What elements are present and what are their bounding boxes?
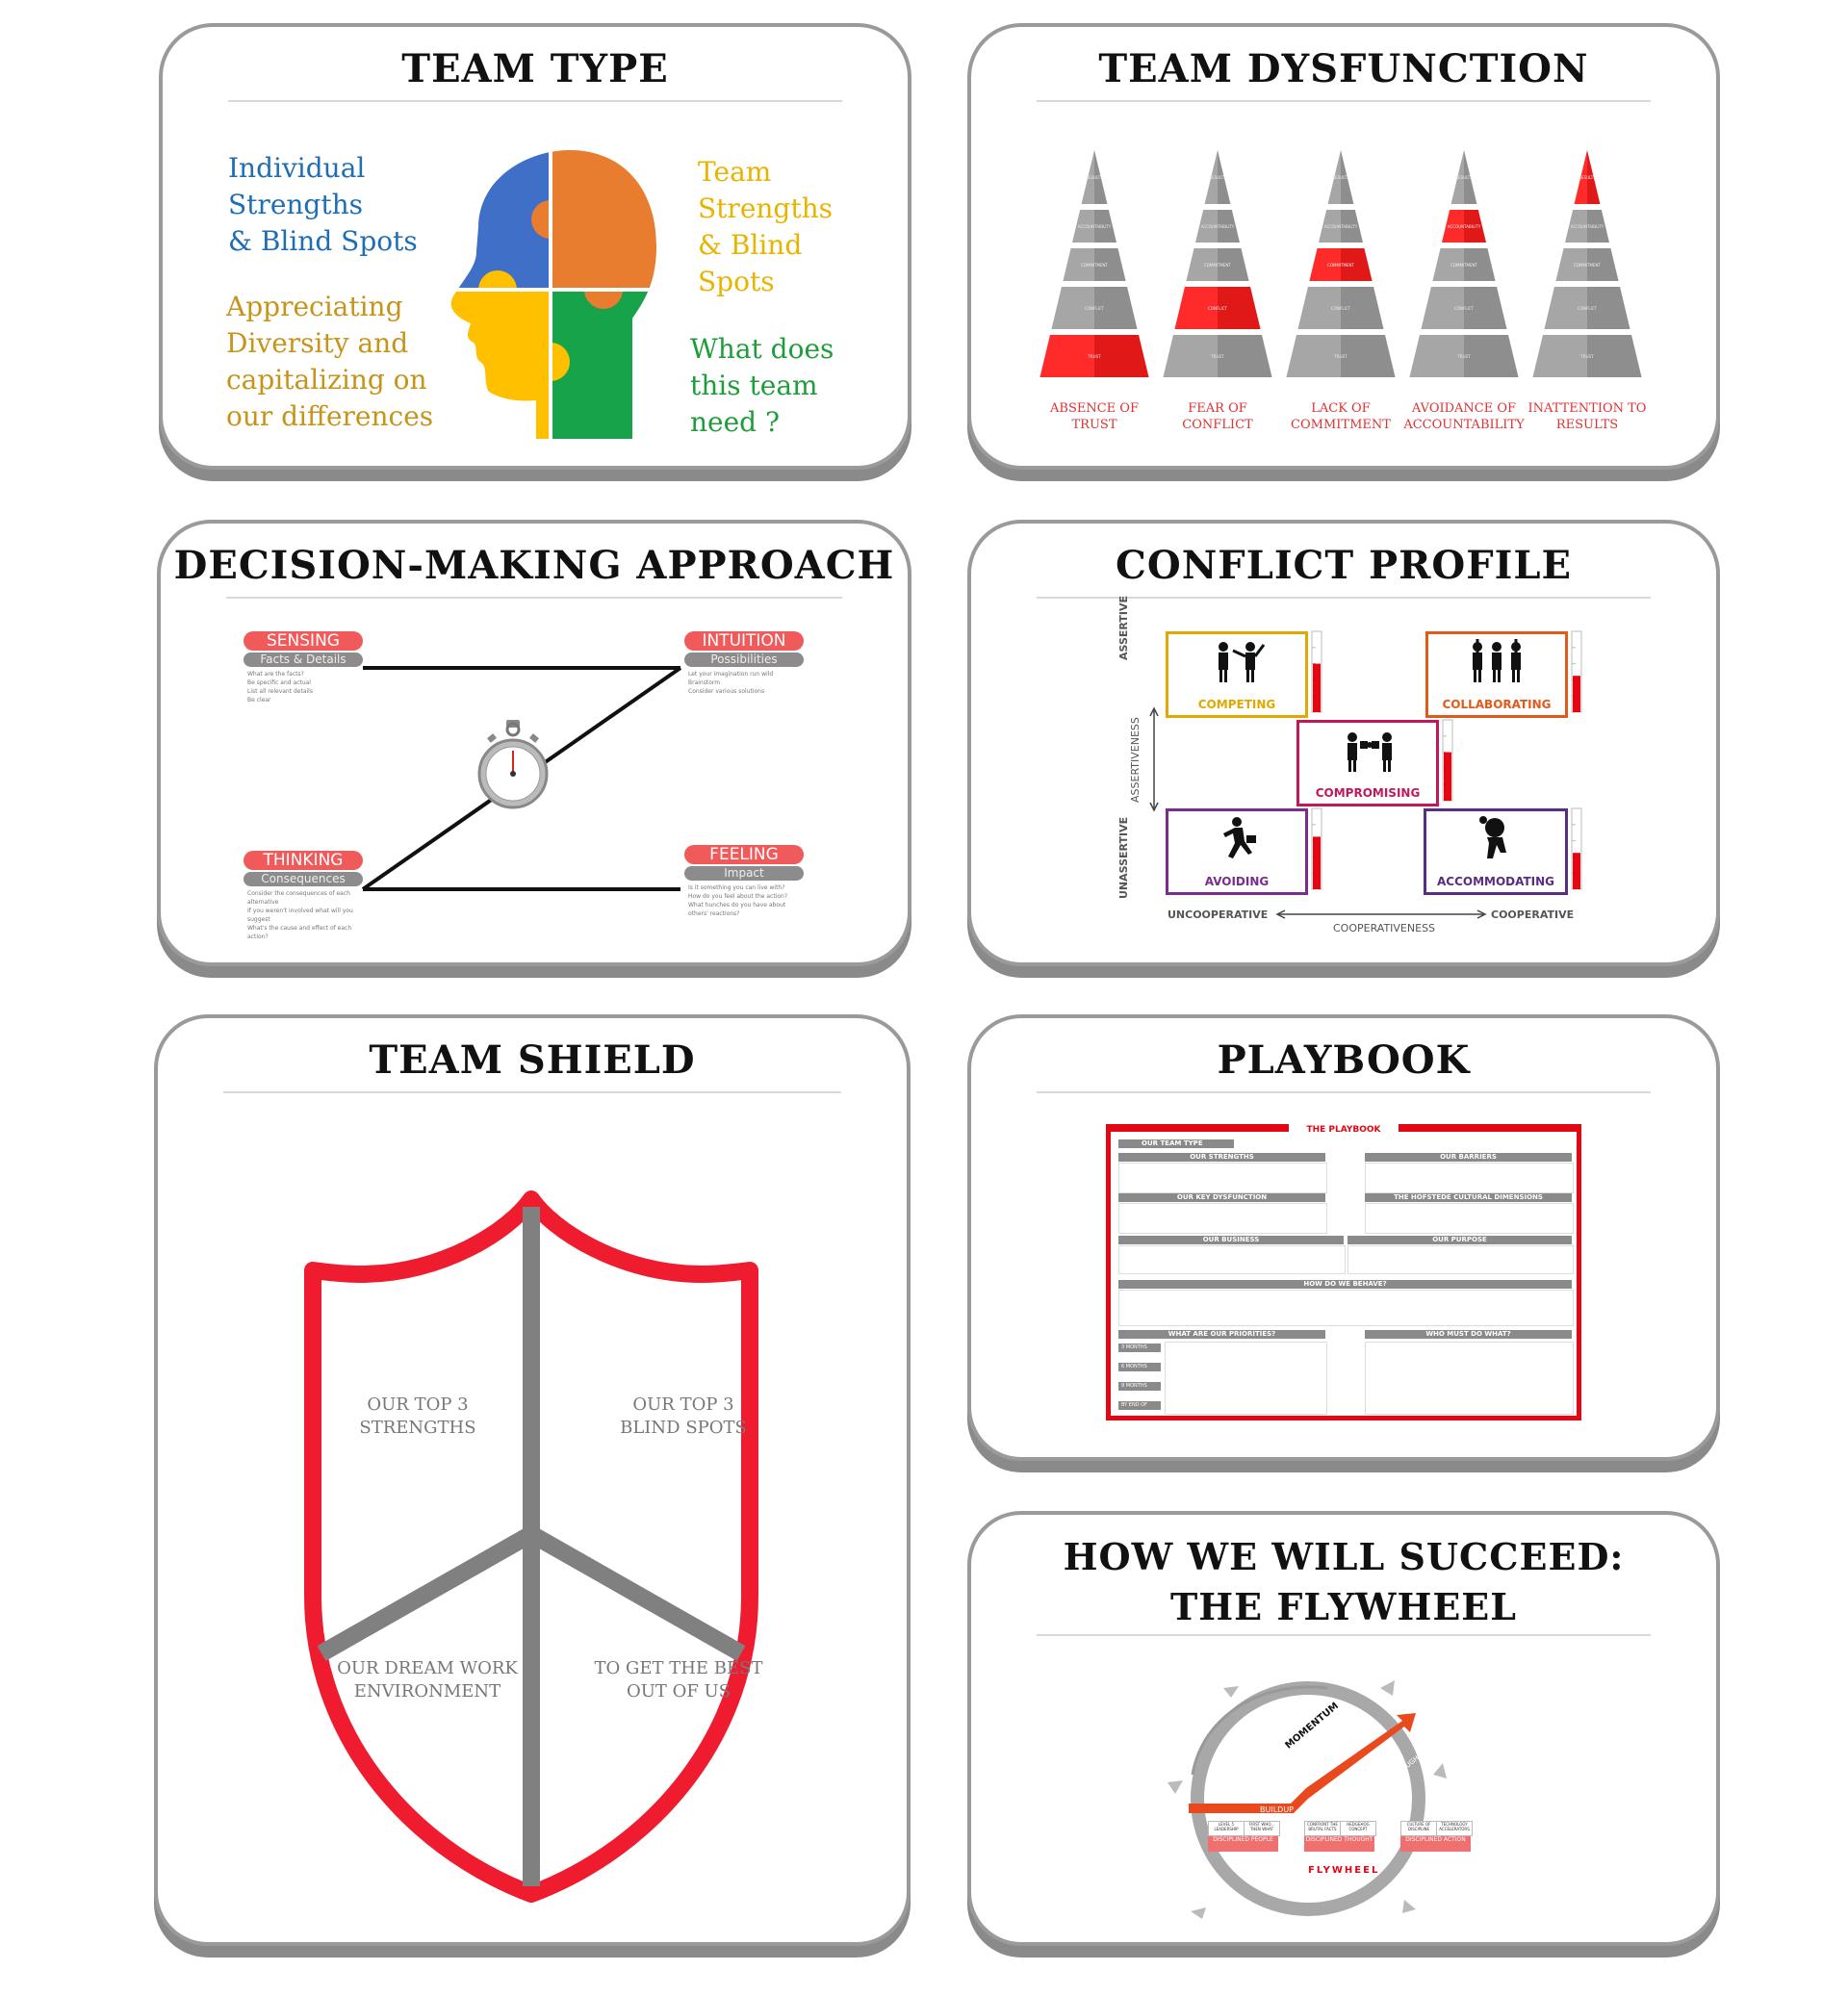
pyramid-band-label: COMMITMENT	[1081, 263, 1108, 268]
strengths-bar: OUR STRENGTHS	[1118, 1153, 1325, 1162]
stopwatch-icon	[476, 716, 550, 812]
text-line: STRENGTHS	[359, 1418, 476, 1438]
bullet: How do you feel about the action?	[688, 893, 788, 900]
team-strengths-text	[698, 154, 833, 300]
conflict-meter-fill	[1444, 753, 1451, 801]
text-line: What does	[690, 333, 834, 365]
pyramid-band-label: TRUST	[1211, 354, 1224, 359]
key-dysfunction-box	[1118, 1203, 1327, 1234]
behave-bar: HOW DO WE BEHAVE?	[1118, 1280, 1572, 1289]
divider	[1037, 100, 1651, 102]
top-blind-spots-label	[578, 1394, 789, 1440]
team-shield-card	[154, 1014, 911, 1946]
text-line: need ?	[690, 406, 781, 438]
bullet: Brainstorm	[688, 679, 721, 686]
purpose-box	[1348, 1245, 1574, 1274]
pyramid-band-label: ACCOUNTABILITY	[1323, 224, 1358, 229]
top-strengths-label	[312, 1394, 524, 1440]
dream-work-environment-label	[312, 1657, 543, 1703]
period-3-months: 3 MONTHS	[1118, 1343, 1161, 1352]
hofstede-bar: THE HOFSTEDE CULTURAL DIMENSIONS	[1365, 1193, 1572, 1202]
text-line: TO GET THE BEST	[594, 1658, 763, 1678]
what-does-team-need-text	[690, 331, 834, 441]
uncooperative-label: UNCOOPERATIVE	[1168, 908, 1269, 921]
pyramid-band-label: ACCOUNTABILITY	[1077, 224, 1112, 229]
business-bar: OUR BUSINESS	[1118, 1236, 1344, 1244]
avoiding-label: AVOIDING	[1204, 875, 1270, 888]
flywheel-card	[967, 1511, 1720, 1946]
label-line: ACCOUNTABILITY	[1403, 418, 1525, 432]
bullet: Be clear	[247, 697, 271, 704]
pyramid-band-left	[1163, 335, 1218, 377]
flywheel-cell: HEDGEHOG CONCEPT	[1340, 1821, 1376, 1836]
pyramid-label	[1150, 400, 1285, 433]
title-line: HOW WE WILL SUCCEED:	[1063, 1535, 1625, 1578]
pyramid-band-label: RESULTS	[1455, 175, 1473, 180]
behave-box	[1118, 1290, 1574, 1326]
label-line: LACK OF	[1311, 401, 1371, 416]
pyramid-band-label: TRUST	[1334, 354, 1348, 359]
pyramid-band-label: RESULTS	[1332, 175, 1349, 180]
text-line: Strengths	[698, 192, 833, 224]
purpose-bar: OUR PURPOSE	[1348, 1236, 1572, 1244]
flywheel-footer: DISCIPLINED PEOPLE	[1208, 1836, 1278, 1852]
bullet: Consider various solutions	[688, 688, 765, 695]
dysfunction-pyramid	[1532, 150, 1641, 377]
competing-label: COMPETING	[1197, 698, 1276, 711]
text-line: OUR TOP 3	[367, 1395, 469, 1415]
barriers-box	[1365, 1163, 1574, 1193]
intuition-bullets	[688, 670, 804, 696]
pyramid-band-right	[1218, 335, 1272, 377]
pyramid-label	[1027, 400, 1162, 433]
title-line: THE FLYWHEEL	[1170, 1585, 1517, 1628]
pyramid-band-right	[1587, 335, 1642, 377]
dysfunction-pyramid	[1286, 150, 1395, 377]
pyramid-band-label: RESULTS	[1086, 175, 1103, 180]
priorities-bar: WHAT ARE OUR PRIORITIES?	[1118, 1330, 1325, 1339]
key-dysfunction-bar: OUR KEY DYSFUNCTION	[1118, 1193, 1325, 1202]
pyramid-band-label: CONFLICT	[1331, 306, 1350, 311]
text-line: BLIND SPOTS	[620, 1418, 747, 1438]
bullet: Be specific and actual	[247, 679, 311, 686]
bullet: Let your imagination run wild	[688, 671, 774, 678]
pyramid-band-right	[1094, 335, 1149, 377]
pyramid-band-label: ACCOUNTABILITY	[1200, 224, 1235, 229]
intuition-subheader: Possibilities	[684, 653, 804, 667]
pyramid-band-right	[1464, 335, 1519, 377]
text-line: OUT OF US	[626, 1681, 732, 1702]
team-dysfunction-card	[967, 23, 1720, 470]
momentum-label: MOMENTUM	[1283, 1701, 1342, 1752]
label-line: FEAR OF	[1188, 401, 1247, 416]
period-9-months: 9 MONTHS	[1118, 1382, 1161, 1391]
label-line: RESULTS	[1555, 418, 1619, 432]
playbook-header: THE PLAYBOOK	[1306, 1125, 1381, 1135]
period-end-2020: BY END OF 2020	[1118, 1401, 1161, 1410]
individual-strengths-text	[228, 150, 418, 260]
flywheel-footer: DISCIPLINED THOUGHT	[1304, 1836, 1374, 1852]
feeling-header: FEELING	[684, 845, 804, 864]
divider	[1037, 1091, 1651, 1093]
text-line: ENVIRONMENT	[353, 1681, 501, 1702]
flywheel-cell: LEVEL 5 LEADERSHIP	[1208, 1821, 1245, 1836]
pyramid-band-label: CONFLICT	[1208, 306, 1227, 311]
flywheel-cell: FIRST WHO... THEN WHAT	[1244, 1821, 1280, 1836]
pyramid-band-label: CONFLICT	[1578, 306, 1597, 311]
pyramid-label	[1397, 400, 1531, 433]
bullet: List all relevant details	[247, 688, 313, 695]
cooperativeness-label: COOPERATIVENESS	[1333, 922, 1436, 934]
pyramid-band-label: RESULTS	[1578, 175, 1596, 180]
bullet: What hunches do you have about others' reactions?	[688, 902, 786, 917]
team-type-card	[159, 23, 911, 470]
card-title: TEAM DYSFUNCTION	[1098, 46, 1589, 91]
business-box	[1118, 1245, 1346, 1274]
text-line: OUR TOP 3	[632, 1395, 734, 1415]
appreciating-diversity-text	[226, 289, 433, 435]
thinking-bullets	[247, 889, 363, 941]
pyramid-band-label: ACCOUNTABILITY	[1570, 224, 1604, 229]
flywheel-cell: CONFRONT THE BRUTAL FACTS	[1304, 1821, 1341, 1836]
assertiveness-label: ASSERTIVENESS	[1129, 717, 1142, 803]
sensing-subheader: Facts & Details	[244, 653, 363, 667]
strengths-box	[1118, 1163, 1327, 1193]
text-line: OUR DREAM WORK	[337, 1658, 518, 1678]
who-bar: WHO MUST DO WHAT?	[1365, 1330, 1572, 1339]
flywheel-diagram	[1164, 1659, 1529, 1938]
divider	[1037, 1634, 1651, 1636]
assertive-label: ASSERTIVE	[1117, 596, 1130, 660]
sensing-header: SENSING	[244, 631, 363, 651]
playbook-sheet	[1106, 1124, 1581, 1420]
flywheel-cell: CULTURE OF DISCIPLINE	[1400, 1821, 1437, 1836]
bullet: Is it something you can live with?	[688, 884, 785, 891]
barriers-bar: OUR BARRIERS	[1365, 1153, 1572, 1162]
flywheel-label: FLYWHEEL	[1308, 1865, 1380, 1876]
playbook-header-bar-right	[1399, 1124, 1581, 1132]
label-line: ABSENCE OF	[1050, 401, 1139, 416]
puzzle-head-icon	[440, 150, 661, 439]
bullet: What's the cause and effect of each action?	[247, 925, 352, 940]
bullet: Consider the consequences of each alternative	[247, 890, 350, 906]
accommodating-label: ACCOMMODATING	[1436, 875, 1555, 888]
pyramid-band-left	[1040, 335, 1094, 377]
text-line: Team	[698, 156, 772, 188]
sensing-bullets	[247, 670, 363, 704]
pyramid-band-label: COMMITMENT	[1574, 263, 1601, 268]
pyramid-label	[1520, 400, 1655, 433]
dysfunction-pyramid	[1409, 150, 1518, 377]
breakthrough-label: BREAKTHROUGH	[1371, 1753, 1421, 1796]
bullet: If you weren't involved what will you suggest	[247, 908, 353, 923]
card-title: TEAM SHIELD	[369, 1037, 696, 1083]
pyramid-band-label: COMMITMENT	[1450, 263, 1477, 268]
collaborating-label: COLLABORATING	[1442, 698, 1552, 711]
pyramid-band-label: RESULTS	[1209, 175, 1226, 180]
pyramid-band-label: COMMITMENT	[1204, 263, 1231, 268]
pyramid-band-left	[1409, 335, 1464, 377]
feeling-subheader: Impact	[684, 866, 804, 881]
text-line: our differences	[226, 400, 434, 432]
pyramid-band-label: TRUST	[1088, 354, 1101, 359]
conflict-meter-fill	[1313, 664, 1321, 712]
pyramid-band-label: TRUST	[1457, 354, 1471, 359]
flywheel-title	[971, 1532, 1716, 1632]
playbook-header-bar-left	[1106, 1124, 1289, 1132]
flywheel-footer: DISCIPLINED ACTION	[1400, 1836, 1471, 1852]
conflict-meters	[971, 524, 1724, 970]
conflict-profile-card	[967, 520, 1720, 966]
pyramid-band-right	[1341, 335, 1396, 377]
card-title: TEAM TYPE	[401, 46, 669, 91]
shield-icon	[254, 1191, 793, 1904]
period-6-months: 6 MONTHS	[1118, 1363, 1161, 1371]
label-line: INATTENTION TO	[1527, 401, 1647, 416]
who-box	[1365, 1342, 1574, 1415]
compromising-label: COMPROMISING	[1315, 786, 1421, 800]
pyramid-band-label: COMMITMENT	[1327, 263, 1354, 268]
pyramid-band-label: CONFLICT	[1085, 306, 1104, 311]
card-title: DECISION-MAKING APPROACH	[173, 543, 895, 588]
get-the-best-label	[568, 1657, 789, 1703]
text-line: Diversity and	[226, 327, 409, 359]
hofstede-box	[1365, 1203, 1574, 1234]
conflict-meter-fill	[1573, 853, 1580, 889]
flywheel-cell: TECHNOLOGY ACCELERATORS	[1436, 1821, 1473, 1836]
card-title: PLAYBOOK	[1217, 1037, 1471, 1083]
team-type-bar: OUR TEAM TYPE	[1118, 1139, 1234, 1148]
priorities-box	[1165, 1342, 1327, 1415]
label-line: CONFLICT	[1182, 418, 1253, 432]
dysfunction-pyramids	[1039, 142, 1664, 412]
pyramid-band-left	[1532, 335, 1587, 377]
text-line: Strengths	[228, 189, 363, 220]
text-line: Appreciating	[226, 291, 403, 322]
dysfunction-pyramid	[1163, 150, 1271, 377]
cooperative-label: COOPERATIVE	[1491, 908, 1575, 921]
divider	[223, 1091, 841, 1093]
conflict-meter-fill	[1573, 676, 1580, 712]
label-line: AVOIDANCE OF	[1411, 401, 1517, 416]
text-line: & Blind Spots	[228, 225, 418, 257]
divider	[228, 100, 842, 102]
text-line: Spots	[698, 266, 775, 297]
feeling-bullets	[688, 883, 804, 918]
pyramid-band-left	[1286, 335, 1341, 377]
pyramid-label	[1273, 400, 1408, 433]
pyramid-band-label: CONFLICT	[1454, 306, 1474, 311]
buildup-label: BUILDUP	[1260, 1805, 1294, 1814]
intuition-header: INTUITION	[684, 631, 804, 651]
decision-making-card	[157, 520, 911, 966]
label-line: TRUST	[1071, 418, 1117, 432]
thinking-subheader: Consequences	[244, 872, 363, 886]
pyramid-band-label: ACCOUNTABILITY	[1447, 224, 1481, 229]
text-line: capitalizing on	[226, 364, 427, 396]
unassertive-label: UNASSERTIVE	[1117, 816, 1130, 899]
text-line: & Blind	[698, 229, 803, 261]
pyramid-band-label: TRUST	[1580, 354, 1594, 359]
thinking-header: THINKING	[244, 851, 363, 870]
bullet: What are the facts?	[247, 671, 304, 678]
dysfunction-pyramid	[1040, 150, 1148, 377]
text-line: this team	[690, 370, 818, 401]
conflict-meter-fill	[1313, 836, 1321, 889]
card-title: CONFLICT PROFILE	[1116, 543, 1572, 588]
playbook-card	[967, 1014, 1720, 1461]
text-line: Individual	[228, 152, 366, 184]
label-line: COMMITMENT	[1291, 418, 1391, 432]
